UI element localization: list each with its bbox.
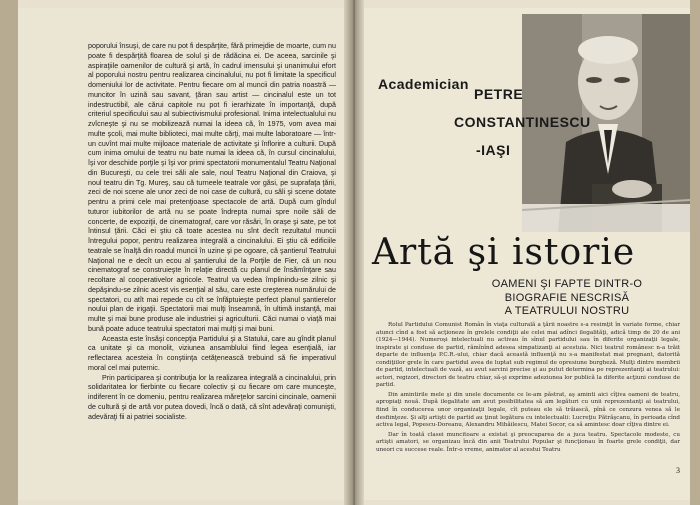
author-name-line: -IAŞI bbox=[476, 142, 511, 158]
subtitle-line: BIOGRAFIE NESCRISĂ bbox=[504, 291, 630, 304]
left-paragraph: Prin participarea şi contribuţia lor la realizarea integrală a cincinalului, prin solidaritatea lor fierbinte cu fiecare colectiv şi cu fiecare om care munceşte, indiferent în ce domeniu, pentru realizarea măreţelor sarcini cincinale, oamenii de cultură şi de artă vor putea dovedi, încă o dată, că sînt adevăraţi comunişti, adevăraţi fii ai patriei socialiste. bbox=[88, 373, 336, 421]
article-title: Artă şi istorie bbox=[372, 232, 636, 273]
author-title: Academician bbox=[378, 76, 469, 92]
article-paragraph: Dar în toată clasei muncitoare a existat şi preocuparea de a juca teatru. Spectacole modeste, cu artişti amatori, se organizau încă din anii Teatrului Popular şi funcţionau în foarte grele condiţii, dar uneori cu succese reale. Într-o vreme, animator al acestui Teatru bbox=[376, 431, 680, 453]
left-paragraph: poporului însuşi, de care nu pot fi despărţite, fără primejdie de moarte, cum nu poate fi despărţită floarea de solul şi de rădăcina ei. De aceea, sarcinile şi aspiraţiile oamenilor de cultură şi artă, în cadrul imensului şi unanimului efort al poporului nostru pentru realizarea cincinalului, nu pot fi limitate la specificul domeniului lor de activitate. Pentru fiecare om al muncii din patria noastră — muncitor în uzină sau savant, ţăran sau artist — cincinalul este un tot indestructibil, ale cărui capitole nu pot fi ierarhizate în importanţă, după criteriul specificului sau al subiectivismului profesional. Inima intelectualului nu zvîcneşte şi nu se mobilizează numai la ideea că, în 1975, vom avea mai multe şcoli, mai multe biblioteci, mai multe cărţi, mai multe laboratoare — într-un cuvînt mai multe mijloace materiale de activitate şi înflorire a culturii. După cum inima omului de teatru nu bate numai la ideea că, în cursul cincinalului, îşi vor deschide porţile şi îşi vor primi spectatorii monumentalul Teatru Naţional din Bucureşti, cu cele trei săli ale sale, noul Teatru Naţional din Craiova, şi noul teatru din Tg. Mureş, sau că turneele teatrale vor găsi, pe suprafaţa ţării, zeci de noi scene ale unor zeci de noi case de cultură, cu săli şi scene dotate pentru a primi cele mai pretenţioase spectacole de artă. După cum gîndul tuturor iubitorilor de artă nu se poate îndrepta numai spre noile săli de concerte, de expoziţii, de cinematograf, care vor răsări, în oraşe şi sate, pe tot întinsul ţării. Căci ei ştiu că toate acestea nu sînt decît rezultatul muncii întregului popor, pentru realizarea integrală a cincinalului. Ei ştiu că edificiile teatrale se înalţă din roadul muncii în uzine şi pe ogoare, că şantierul Teatrului Naţional ne e decît un ecou al şantierului de la Porţile de Fier, că un nou cinematograf se construieşte în relaţie directă cu planul de însămînţare sau recoltare al cooperativelor agricole. Teatrul va vedea împlinindu-se zilnic şi depăşindu-se zilnic acest vis esenţial al său, care este creşterea numărului de spectatori, cu atît mai repede cu cît se înfăptuieşte perfect planul şantierelor noului plan de irigaţii. Spectatorii mai mulţi înseamnă, în ultimă instanţă, mai multe şi mai bune produse ale industriei şi agriculturii. Căci numai o viaţă mai bună poate aduce teatrului spectatori mai mulţi şi mai buni. bbox=[88, 42, 336, 333]
article-body bbox=[376, 322, 680, 456]
left-cover-board bbox=[0, 0, 18, 505]
page-number: 3 bbox=[676, 466, 680, 475]
left-page-body bbox=[88, 42, 336, 422]
left-paragraph: Aceasta este însăşi concepţia Partidului şi a Statului, care au gîndit planul ca unitate şi ca monolit, viziunea ansamblului fiind legea esenţială, iar reflectarea acesteia în conştiinţa cetăţenească trebuind să fie imperativul moral cel mai puternic. bbox=[88, 334, 336, 372]
author-name bbox=[454, 80, 591, 164]
subtitle-line: A TEATRULUI NOSTRU bbox=[504, 305, 630, 318]
article-paragraph: Rolul Partidului Comunist Român în viaţa culturală a ţării noastre s-a resimţit în variate forme, chiar atunci cînd a fost să acţioneze în grelele condiţii ale celei mai adînci ilegalităţi, adică timp de 20 de ani (1924—1944). Numeroşi intelectuali nu activau în sînul partidului sau în diferite organizaţii legale, inspirate şi conduse de partid, rămînînd adesea simpatizanţi ai acestuia. Nici teatrul românesc n-a trăit departe de influenţa P.C.R.-ului, chiar dacă această influenţă nu s-a manifestat mai pregnant, datorită condiţiilor grele în care partidul avea de luptat sub regimul de opresiune burgheză. Mulţi dintre membrii de partid, intelectuali de vază, au avut sarcini precise şi au putut determina pe reprezentanţi ai teatrului: actori, regizori, directori de teatru chiar, să-şi exprime adeziunea lor publică la diferite acţiuni conduse de partid. bbox=[376, 322, 680, 389]
author-name-line: CONSTANTINESCU bbox=[454, 114, 591, 130]
subtitle-line: OAMENI ŞI FAPTE DINTR-O bbox=[491, 278, 643, 290]
article-paragraph: Din amintirile mele şi din unele documente ce le-am păstrat, aş aminti aici cîţiva oameni de teatru, apropiaţi nouă. După ilegalitate am avut posibilitatea să am legături cu unii reprezentanţi ai teatrului, fiind în conducerea unor organizaţii legale, cît puteau ele să trăiască, pînă ce cenzura venea să le desfiinţeze. Şi alţi artişti de partid au ţinut legătura cu intelectualii: Lucreţiu Pătrăşcanu, în perioada cînd activa legal, Popescu-Doreanu, Alexandru Mihăilescu, Matei Socor, ca să amintesc doar cîţiva dintre ei. bbox=[376, 391, 680, 429]
article-subtitle bbox=[447, 278, 687, 319]
author-name-line: PETRE bbox=[474, 86, 524, 102]
right-cover-board bbox=[690, 0, 700, 505]
book-spine bbox=[344, 0, 364, 505]
